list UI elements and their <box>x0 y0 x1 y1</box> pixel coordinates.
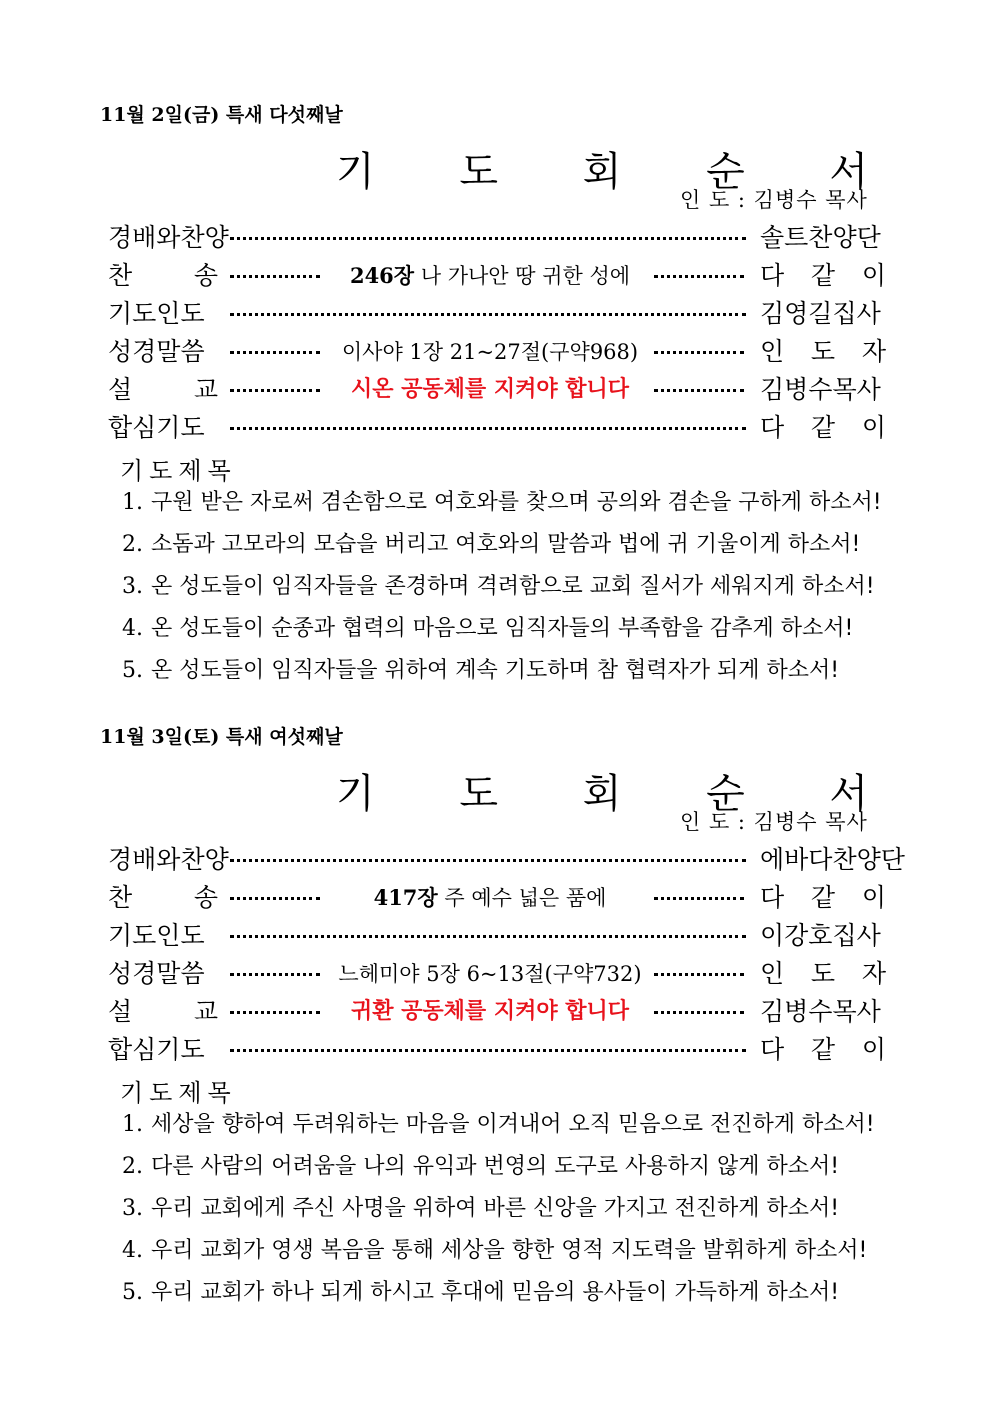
dot-leader <box>230 1049 746 1052</box>
item-number: 4. <box>122 1238 143 1263</box>
dot-leader <box>230 313 746 316</box>
section-date: 11월 2일(금) 특새 다섯째날 <box>100 104 343 126</box>
item-text: 다른 사람의 어려움을 나의 유익과 번영의 도구로 사용하지 않게 하소서! <box>151 1154 840 1179</box>
item-number: 2. <box>122 1154 143 1179</box>
row-person: 솔트찬양단 <box>760 223 881 252</box>
row-person: 다 같 이 <box>760 261 886 290</box>
hymn-number: 417장 <box>373 885 438 910</box>
item-number: 3. <box>122 574 143 599</box>
order-row-scripture <box>108 335 886 369</box>
item-number: 5. <box>122 658 143 683</box>
item-text: 우리 교회에게 주신 사명을 위하여 바른 신앙을 가지고 전진하게 하소서! <box>151 1196 840 1221</box>
row-label: 합심기도 <box>108 413 205 442</box>
leader-line: 인 도 : 김병수 목사 <box>680 188 868 212</box>
scripture-ref: 느헤미야 5장 6~13절(구약732) <box>338 962 642 986</box>
row-label: 성경말씀 <box>108 337 205 366</box>
order-row-sermon <box>108 995 886 1029</box>
order-row-joint-prayer <box>108 1033 886 1067</box>
hymn-number: 246장 <box>349 263 415 288</box>
sermon-title: 시온 공동체를 지켜야 합니다 <box>350 377 629 402</box>
prayer-topic-item <box>122 1194 888 1224</box>
order-row-sermon <box>108 373 886 407</box>
order-row-hymn <box>108 259 886 293</box>
prayer-topics-heading: 기도제목 <box>120 1079 237 1107</box>
row-label: 설 교 <box>108 375 218 404</box>
prayer-topic-item <box>122 656 888 686</box>
leader-line: 인 도 : 김병수 목사 <box>680 810 868 834</box>
section-title: 기 도 회 순 서 <box>336 149 905 195</box>
section-date: 11월 3일(토) 특새 여섯째날 <box>100 726 343 748</box>
row-person: 에바다찬양단 <box>760 845 905 874</box>
row-person: 다 같 이 <box>760 883 886 912</box>
item-text: 온 성도들이 순종과 협력의 마음으로 임직자들의 부족함을 감추게 하소서! <box>151 616 854 641</box>
dot-leader <box>654 897 744 900</box>
dot-leader <box>654 973 744 976</box>
item-number: 3. <box>122 1196 143 1221</box>
prayer-topic-item <box>122 1152 888 1182</box>
order-row-worship <box>108 221 886 255</box>
item-number: 4. <box>122 616 143 641</box>
order-row-joint-prayer <box>108 411 886 445</box>
item-number: 2. <box>122 532 143 557</box>
row-label: 찬 송 <box>108 883 218 912</box>
dot-leader <box>654 275 744 278</box>
item-text: 우리 교회가 하나 되게 하시고 후대에 믿음의 용사들이 가득하게 하소서! <box>151 1280 840 1305</box>
item-text: 세상을 향하여 두려워하는 마음을 이겨내어 오직 믿음으로 전진하게 하소서! <box>151 1112 875 1137</box>
item-number: 5. <box>122 1280 143 1305</box>
row-label: 찬 송 <box>108 261 218 290</box>
prayer-topics-heading: 기도제목 <box>120 457 237 485</box>
section-title: 기 도 회 순 서 <box>336 771 905 817</box>
order-row-hymn <box>108 881 886 915</box>
row-label: 합심기도 <box>108 1035 205 1064</box>
row-label: 경배와찬양 <box>108 223 229 252</box>
prayer-topic-item <box>122 488 888 518</box>
hymn-info <box>334 259 646 293</box>
hymn-info <box>334 881 646 915</box>
dot-leader <box>654 1011 744 1014</box>
scripture-ref: 이사야 1장 21~27절(구약968) <box>341 340 639 364</box>
prayer-topic-item <box>122 572 888 602</box>
item-text: 구원 받은 자로써 겸손함으로 여호와를 찾으며 공의와 겸손을 구하게 하소서! <box>151 490 882 515</box>
dot-leader <box>230 1011 320 1014</box>
row-person: 인 도 자 <box>760 337 886 366</box>
prayer-topic-item <box>122 1236 888 1266</box>
dot-leader <box>230 859 746 862</box>
row-person: 이강호집사 <box>760 921 881 950</box>
dot-leader <box>230 351 320 354</box>
prayer-topic-item <box>122 530 888 560</box>
order-row-worship <box>108 843 905 877</box>
dot-leader <box>230 897 320 900</box>
sermon-title: 귀환 공동체를 지켜야 합니다 <box>350 999 629 1024</box>
row-person: 다 같 이 <box>760 1035 886 1064</box>
prayer-topic-item <box>122 1278 888 1308</box>
item-text: 온 성도들이 임직자들을 존경하며 격려함으로 교회 질서가 세워지게 하소서! <box>151 574 875 599</box>
item-number: 1. <box>122 490 143 515</box>
row-person: 인 도 자 <box>760 959 886 988</box>
item-number: 1. <box>122 1112 143 1137</box>
row-person: 김병수목사 <box>760 375 881 404</box>
row-label: 기도인도 <box>108 299 205 328</box>
item-text: 우리 교회가 영생 복음을 통해 세상을 향한 영적 지도력을 발휘하게 하소서! <box>151 1238 868 1263</box>
hymn-title: 주 예수 넓은 품에 <box>437 886 607 910</box>
order-row-scripture <box>108 957 886 991</box>
dot-leader <box>230 237 746 240</box>
dot-leader <box>230 935 746 938</box>
row-person: 다 같 이 <box>760 413 886 442</box>
row-label: 경배와찬양 <box>108 845 229 874</box>
prayer-topic-item <box>122 614 888 644</box>
dot-leader <box>654 389 744 392</box>
row-label: 설 교 <box>108 997 218 1026</box>
order-row-prayer-lead <box>108 297 886 331</box>
item-text: 소돔과 고모라의 모습을 버리고 여호와의 말씀과 법에 귀 기울이게 하소서! <box>151 532 861 557</box>
dot-leader <box>230 275 320 278</box>
row-label: 기도인도 <box>108 921 205 950</box>
prayer-topic-item <box>122 1110 888 1140</box>
row-person: 김병수목사 <box>760 997 881 1026</box>
item-text: 온 성도들이 임직자들을 위하여 계속 기도하며 참 협력자가 되게 하소서! <box>151 658 840 683</box>
dot-leader <box>230 427 746 430</box>
row-label: 성경말씀 <box>108 959 205 988</box>
dot-leader <box>230 389 320 392</box>
row-person: 김영길집사 <box>760 299 881 328</box>
dot-leader <box>230 973 320 976</box>
hymn-title: 나 가나안 땅 귀한 성에 <box>414 264 631 288</box>
order-row-prayer-lead <box>108 919 886 953</box>
dot-leader <box>654 351 744 354</box>
